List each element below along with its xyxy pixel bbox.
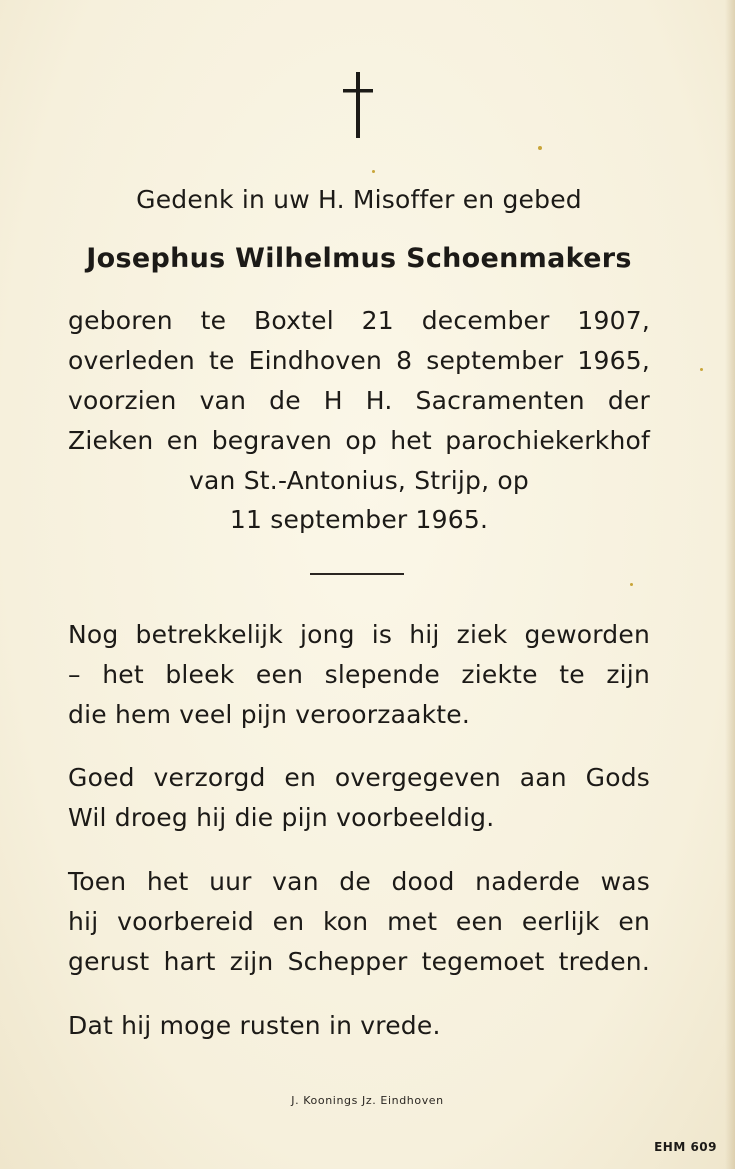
- biography-line: Zieken en begraven op het parochiekerkhof: [68, 426, 650, 455]
- paragraph-line: Goed verzorgd en overgegeven aan Gods: [68, 763, 650, 792]
- deceased-name: Josephus Wilhelmus Schoenmakers: [86, 243, 632, 274]
- biography-line: van St.-Antonius, Strijp, op: [189, 466, 529, 495]
- paper-speck: [372, 170, 375, 173]
- paper-speck: [630, 583, 633, 586]
- biography-line: 11 september 1965.: [229, 505, 489, 534]
- paper-speck: [538, 146, 542, 150]
- card-edge-shadow: [725, 0, 735, 1169]
- paragraph-line: die hem veel pijn veroorzaakte.: [68, 700, 471, 729]
- cross-icon: [342, 72, 374, 138]
- paragraph-line: hij voorbereid en kon met een eerlijk en: [68, 907, 650, 936]
- printer-credit: J. Koonings Jz. Eindhoven: [291, 1094, 444, 1107]
- biography-line: geboren te Boxtel 21 december 1907,: [68, 306, 650, 335]
- biography-line: overleden te Eindhoven 8 september 1965,: [68, 346, 650, 375]
- paragraph-line: Toen het uur van de dood naderde was: [68, 867, 650, 896]
- card-heading: Gedenk in uw H. Misoffer en gebed: [136, 185, 582, 214]
- section-divider: [310, 573, 404, 575]
- catalog-code: EHM 609: [654, 1140, 717, 1154]
- paragraph-line: gerust hart zijn Schepper tegemoet treden.: [68, 947, 650, 976]
- paper-speck: [700, 368, 703, 371]
- paragraph-line: Nog betrekkelijk jong is hij ziek geworden: [68, 620, 650, 649]
- paragraph-line: Dat hij moge rusten in vrede.: [68, 1011, 441, 1040]
- biography-line: voorzien van de H H. Sacramenten der: [68, 386, 650, 415]
- paragraph-line: Wil droeg hij die pijn voorbeeldig.: [68, 803, 495, 832]
- paragraph-line: – het bleek een slepende ziekte te zijn: [68, 660, 650, 689]
